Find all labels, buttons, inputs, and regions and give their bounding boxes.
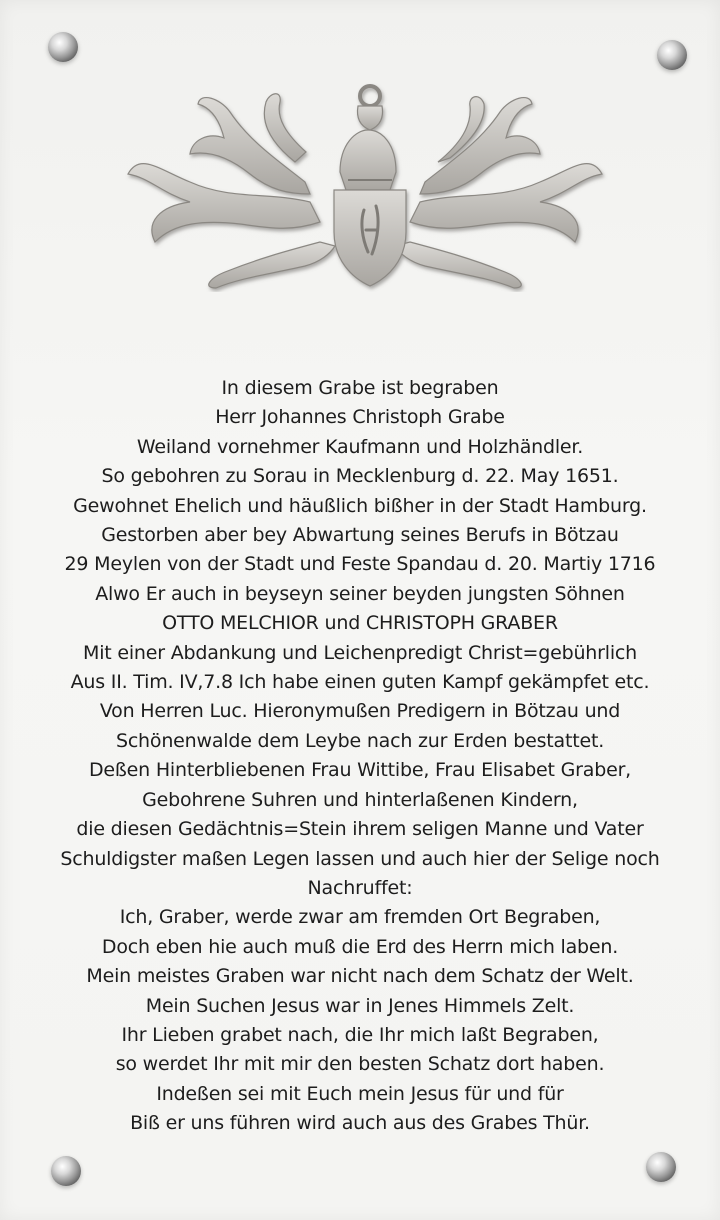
mounting-bolt-icon xyxy=(51,1156,81,1186)
inscription-line: Deßen Hinterbliebenen Frau Wittibe, Frau Elisabet Graber, xyxy=(88,759,632,782)
inscription-line: Nachruffet: xyxy=(307,876,413,899)
inscription-line: Von Herren Luc. Hieronymußen Predigern in Bötzau und xyxy=(99,700,621,723)
inscription-line: die diesen Gedächtnis=Stein ihrem seligen Manne und Vater xyxy=(76,818,644,841)
inscription-line: Weiland vornehmer Kaufmann und Holzhändler. xyxy=(136,435,584,458)
inscription-line: Mein meistes Graben war nicht nach dem Schatz der Welt. xyxy=(86,965,634,988)
inscription-line: Mit einer Abdankung und Leichenpredigt Christ=gebührlich xyxy=(83,641,637,664)
inscription-text xyxy=(0,374,720,1139)
inscription-line: Mein Suchen Jesus war in Jenes Himmels Zelt. xyxy=(145,994,575,1017)
inscription-line: Alwo Er auch in beyseyn seiner beyden jungsten Söhnen xyxy=(95,582,625,605)
inscription-line: Indeßen sei mit Euch mein Jesus für und für xyxy=(156,1082,564,1105)
inscription-line: OTTO MELCHIOR und CHRISTOPH GRABER xyxy=(162,612,558,635)
inscription-line: Aus II. Tim. IV,7.8 Ich habe einen guten Kampf gekämpfet etc. xyxy=(70,671,650,694)
inscription-line: Ihr Lieben grabet nach, die Ihr mich laßt Begraben, xyxy=(121,1023,599,1046)
inscription-line: 29 Meylen von der Stadt und Feste Spandau d. 20. Martiy 1716 xyxy=(64,553,656,576)
inscription-line: Doch eben hie auch muß die Erd des Herrn mich laben. xyxy=(101,935,619,958)
inscription-line: Gestorben aber bey Abwartung seines Berufs in Bötzau xyxy=(101,524,619,547)
inscription-line: Schönenwalde dem Leybe nach zur Erden bestattet. xyxy=(115,729,605,752)
mounting-bolt-icon xyxy=(646,1152,676,1182)
mounting-bolt-icon xyxy=(657,40,687,70)
mounting-bolt-icon xyxy=(48,32,78,62)
inscription-line: Gebohrene Suhren und hinterlaßenen Kindern, xyxy=(142,788,578,811)
inscription-line: Schuldigster maßen Legen lassen und auch hier der Selige noch xyxy=(60,847,660,870)
inscription-line: Gewohnet Ehelich und häußlich bißher in der Stadt Hamburg. xyxy=(73,494,647,517)
coat-of-arms-relief-icon xyxy=(120,82,610,292)
inscription-line: Herr Johannes Christoph Grabe xyxy=(215,406,505,429)
inscription-line: Biß er uns führen wird auch aus des Grabes Thür. xyxy=(130,1112,590,1135)
inscription-line: In diesem Grabe ist begraben xyxy=(221,377,499,399)
inscription-line: so werdet Ihr mit mir den besten Schatz dort haben. xyxy=(115,1053,605,1076)
inscription-line: Ich, Graber, werde zwar am fremden Ort Begraben, xyxy=(119,906,601,929)
inscription-line: So gebohren zu Sorau in Mecklenburg d. 22. May 1651. xyxy=(101,465,619,488)
